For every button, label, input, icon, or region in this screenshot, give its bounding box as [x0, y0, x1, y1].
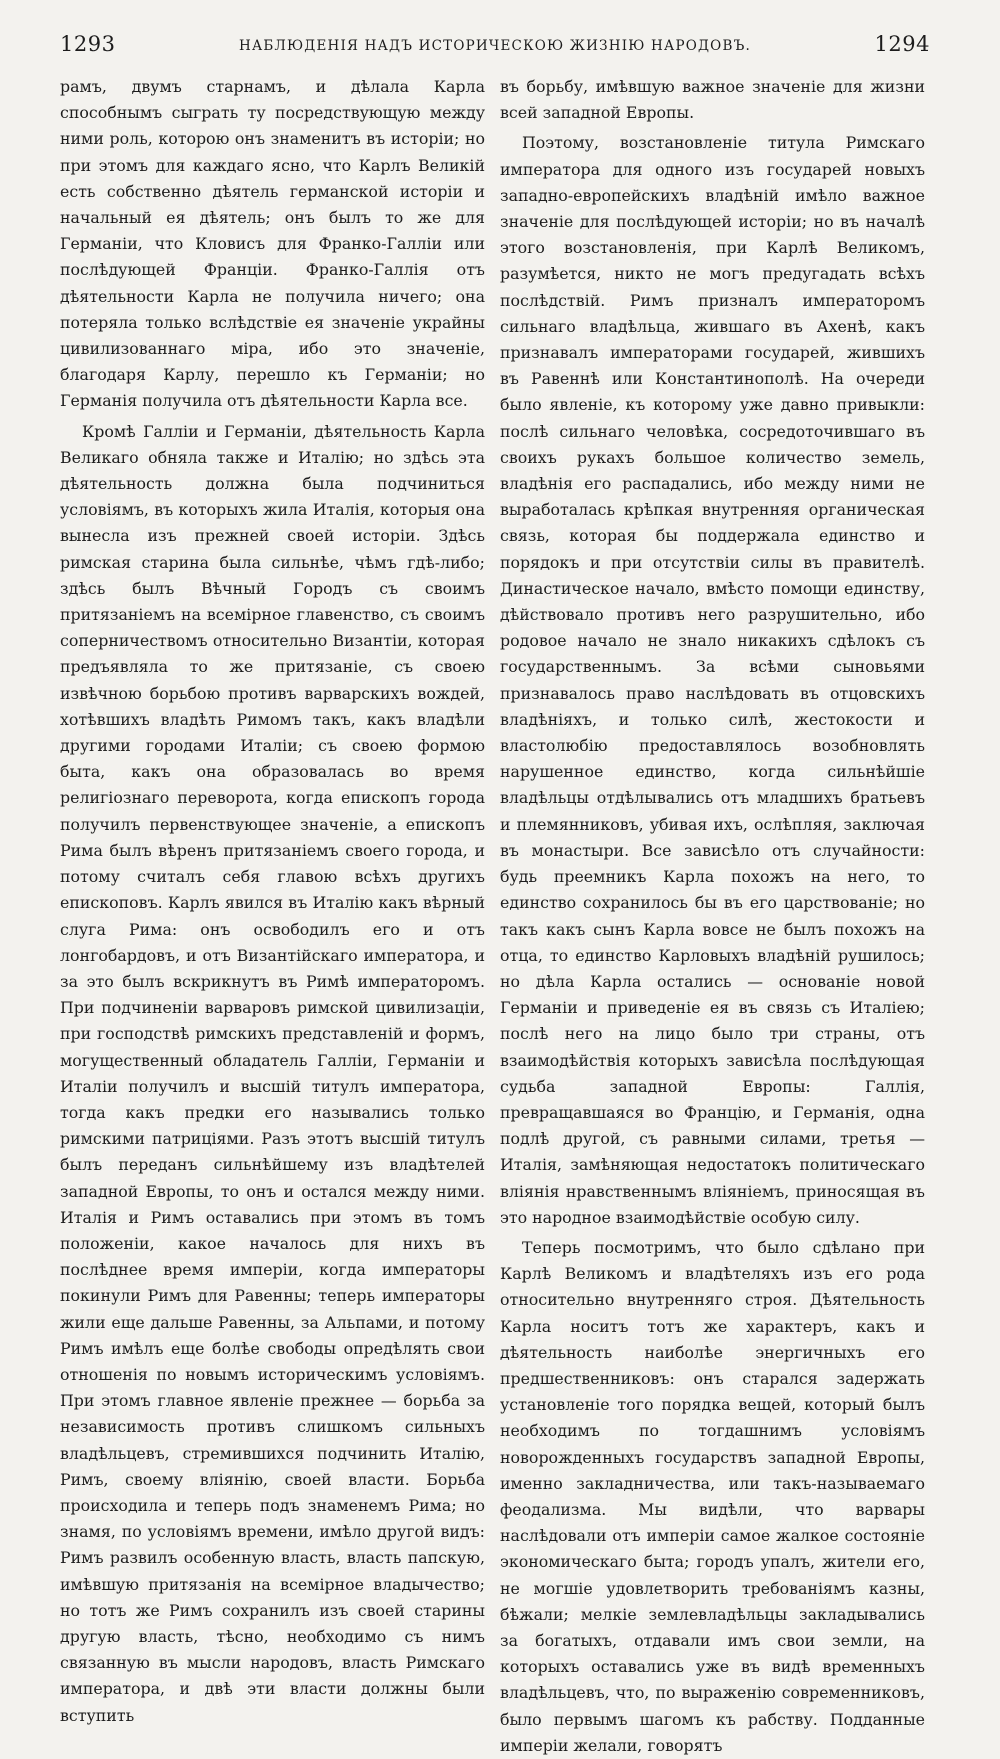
page-number-right: 1294	[874, 32, 930, 56]
paragraph: рамъ, двумъ старнамъ, и дѣлала Карла способнымъ сыграть ту посредствующую между ними роль, которою онъ знаменитъ въ исторіи; но при этомъ для каждаго ясно, что Карлъ Великій есть собственно дѣятель германской исторіи и начальный ея дѣятель; онъ былъ то же для Германіи, что Кловисъ для Франко-Галліи или послѣдующей Франціи. Франко-Галлія отъ дѣятельности Карла не получила ничего; она потеряла только вслѣдствіе ея значеніе украйны цивилизованнаго міра, ибо это значеніе, благодаря Карлу, перешло къ Германіи; но Германія получила отъ дѣятельности Карла все.	[60, 77, 485, 411]
paragraph: Кромѣ Галліи и Германіи, дѣятельность Карла Великаго обняла также и Италію; но здѣсь эта дѣятельность должна была подчиниться условіямъ, въ которыхъ жила Италія, которыя она вынесла изъ прежней своей исторіи. Здѣсь римская старина была сильнѣе, чѣмъ гдѣ-либо; здѣсь былъ Вѣчный Городъ съ своимъ притязаніемъ на всемірное главенство, съ своимъ соперничествомъ относительно Византіи, которая предъявляла то же притязаніе, съ своею извѣчною борьбою противъ варварскихъ вождей, хотѣвшихъ владѣть Римомъ такъ, какъ владѣли другими городами Италіи; съ своею формою быта, какъ она образовалась во время религіознаго переворота, когда епископъ города получилъ первенствующее значеніе, а епископъ Рима былъ вѣренъ притязаніемъ своего города, и потому считалъ себя главою всѣхъ другихъ епископовъ. Карлъ явился въ Италію какъ вѣрный слуга Рима: онъ освободилъ его и отъ лонгобардовъ, и отъ Византійскаго императора, и за это былъ вскрикнутъ въ Римѣ императоромъ. При подчиненіи варваровъ римской цивилизаціи, при господствѣ римскихъ представленій и формъ, могущественный обладатель Галліи, Германіи и Италіи получилъ и высшій титулъ императора, тогда какъ предки его назывались только римскими патриціями. Разъ этотъ высшій титулъ былъ переданъ сильнѣйшему изъ владѣтелей западной Европы, то онъ и остался между ними. Италія и Римъ оставались при этомъ въ томъ положеніи, какое началось для нихъ въ послѣднее время имперіи, когда императоры покинули Римъ для Равенны; теперь императоры жили еще дальше Равенны, за Альпами, и потому Римъ имѣлъ еще болѣе свободы опредѣлять свои отношенія по новымъ историческимъ условіямъ. При этомъ главное явленіе прежнее — борьба за независимость противъ слишкомъ сильныхъ владѣльцевъ, стремившихся подчинить Италію, Римъ, своему вліянію, своей власти. Борьба происходила и теперь подъ знаменемъ Рима; но знамя, по условіямъ времени, имѣло другой видъ: Римъ развилъ особенную власть, власть папскую, имѣвшую притязанія на всемірное владычество; но тотъ же Римъ сохранилъ изъ своей старины другую власть, тѣсно, необходимо съ нимъ связанную въ мысли народовъ, власть Римскаго императора, и двѣ эти власти должны были вступить	[60, 421, 485, 1725]
running-header	[60, 32, 930, 62]
running-title: НАБЛЮДЕНІЯ НАДЪ ИСТОРИЧЕСКОЮ ЖИЗНІЮ НАРОДОВЪ.	[239, 38, 751, 54]
paragraph: Поэтому, возстановленіе титула Римскаго императора для одного изъ государей новыхъ западно-европейскихъ владѣній имѣло важное значеніе для послѣдующей исторіи; но въ началѣ этого возстановленія, при Карлѣ Великомъ, разумѣется, никто не могъ предугадать всѣхъ послѣдствій. Римъ призналъ императоромъ сильнаго владѣльца, жившаго въ Ахенѣ, какъ признавалъ императорами государей, жившихъ въ Равеннѣ или Константинополѣ. На очереди было явленіе, къ которому уже давно привыкли: послѣ сильнаго человѣка, сосредоточившаго въ своихъ рукахъ большое количество земель, владѣнія его распадались, ибо между ними не выработалась крѣпкая внутренняя органическая связь, которая бы поддержала единство и порядокъ и при отсутствіи силы въ правителѣ. Династическое начало, вмѣсто помощи единству, дѣйствовало противъ него разрушительно, ибо родовое начало не знало никакихъ сдѣлокъ съ государственнымъ. За всѣми сыновьями признавалось право наслѣдовать въ отцовскихъ владѣніяхъ, и только силѣ, жестокости и властолюбію предоставлялось возобновлять нарушенное единство, когда сильнѣйшіе владѣльцы отдѣлывались отъ младшихъ братьевъ и племянниковъ, убивая ихъ, ослѣпляя, заключая въ монастыри. Все зависѣло отъ случайности: будь преемникъ Карла похожъ на него, то единство сохранилось бы въ его царствованіе; но такъ какъ сынъ Карла вовсе не былъ похожъ на отца, то единство Карловыхъ владѣній рушилось; но дѣла Карла остались — основаніе новой Германіи и приведеніе ея въ связь съ Италіею; послѣ него на лицо было три страны, отъ взаимодѣйствія которыхъ зависѣла послѣдующая судьба западной Европы: Галлія, превращавшаяся во Францію, и Германія, одна подлѣ другой, съ равными силами, третья — Италія, замѣняющая недостатокъ политическаго вліянія нравственнымъ вліяніемъ, приносящая въ это народное взаимодѣйствіе особую силу.	[500, 133, 925, 1227]
right-column	[500, 74, 925, 1755]
left-column	[60, 74, 485, 1725]
paragraph: въ борьбу, имѣвшую важное значеніе для жизни всей западной Европы.	[500, 77, 925, 123]
page-number-left: 1293	[60, 32, 116, 56]
paragraph: Теперь посмотримъ, что было сдѣлано при Карлѣ Великомъ и владѣтеляхъ изъ его рода относительно внутренняго строя. Дѣятельность Карла носитъ тотъ же характеръ, какъ и дѣятельность наиболѣе энергичныхъ его предшественниковъ: онъ старался задержать установленіе того порядка вещей, который былъ необходимъ по тогдашнимъ условіямъ новорожденныхъ государствъ западной Европы, именно закладничества, или такъ-называемаго феодализма. Мы видѣли, что варвары наслѣдовали отъ имперіи самое жалкое состояніе экономическаго быта; городъ упалъ, жители его, не могшіе удовлетворить требованіямъ казны, бѣжали; мелкіе землевладѣльцы закладывались за богатыхъ, отдавали имъ свои земли, на которыхъ оставались уже въ видѣ временныхъ владѣльцевъ, что, по выраженію современниковъ, было первымъ шагомъ къ рабству. Подданные имперіи желали, говорятъ	[500, 1237, 925, 1755]
